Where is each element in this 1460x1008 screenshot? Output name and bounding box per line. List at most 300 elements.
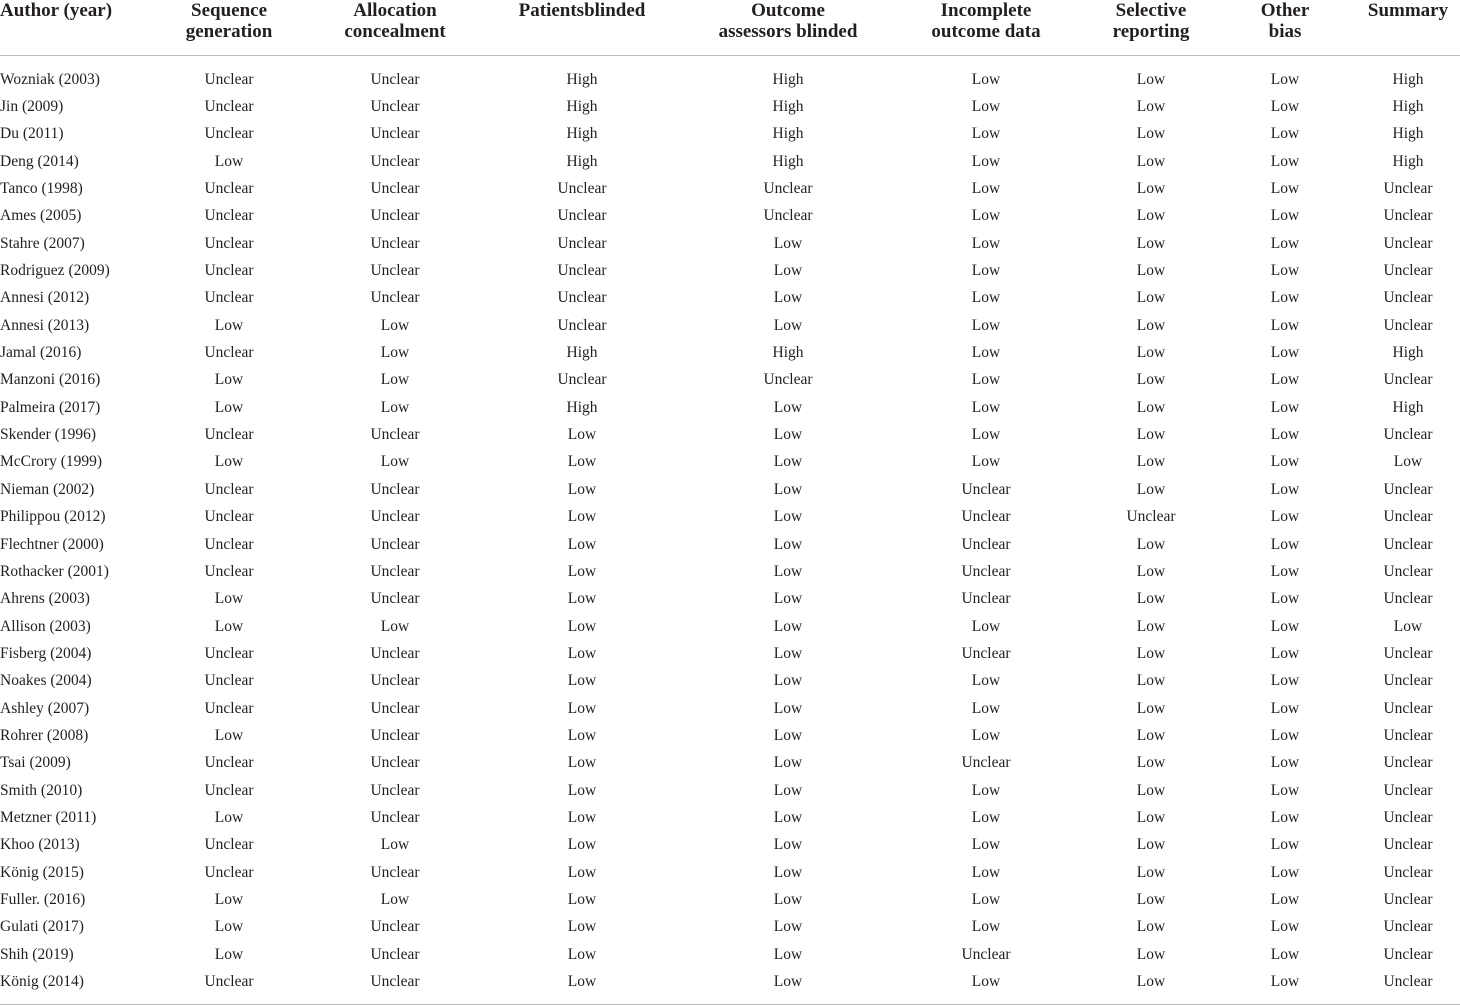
column-header-line1: Author (year) (0, 0, 113, 21)
cell-other-bias: Low (1270, 890, 1300, 908)
table-row (0, 640, 1460, 667)
cell-patients-blinded: Low (567, 836, 597, 854)
table-row (0, 914, 1460, 941)
table-row (0, 93, 1460, 120)
cell-author-year: Wozniak (2003) (0, 70, 100, 88)
cell-author-year: Nieman (2002) (0, 480, 95, 498)
cell-author-year: Smith (2010) (0, 781, 83, 799)
cell-sequence-generation: Low (214, 371, 244, 389)
cell-selective-reporting: Low (1136, 207, 1166, 225)
cell-outcome-assessors-blinded: Low (773, 644, 803, 662)
cell-author-year: Noakes (2004) (0, 672, 92, 690)
cell-selective-reporting: Low (1136, 316, 1166, 334)
cell-patients-blinded: Low (567, 945, 597, 963)
cell-allocation-concealment: Unclear (370, 781, 420, 799)
bottom-rule (0, 1004, 1460, 1005)
cell-incomplete-outcome-data: Low (971, 207, 1001, 225)
cell-author-year: Annesi (2013) (0, 316, 90, 334)
cell-summary: Unclear (1383, 808, 1433, 826)
cell-incomplete-outcome-data: Low (971, 453, 1001, 471)
cell-other-bias: Low (1270, 535, 1300, 553)
cell-patients-blinded: Unclear (557, 371, 607, 389)
cell-summary: Unclear (1383, 535, 1433, 553)
cell-outcome-assessors-blinded: High (772, 98, 804, 116)
cell-other-bias: Low (1270, 945, 1300, 963)
cell-incomplete-outcome-data: Unclear (961, 754, 1011, 772)
cell-incomplete-outcome-data: Low (971, 70, 1001, 88)
cell-incomplete-outcome-data: Low (971, 234, 1001, 252)
table-row (0, 421, 1460, 448)
cell-selective-reporting: Low (1136, 863, 1166, 881)
cell-incomplete-outcome-data: Unclear (961, 535, 1011, 553)
column-header-line1: Sequence (191, 0, 267, 21)
cell-selective-reporting: Low (1136, 125, 1166, 143)
cell-selective-reporting: Low (1136, 426, 1166, 444)
cell-author-year: Tanco (1998) (0, 180, 83, 198)
cell-author-year: Flechtner (2000) (0, 535, 104, 553)
cell-patients-blinded: Unclear (557, 262, 607, 280)
table-row (0, 257, 1460, 284)
cell-selective-reporting: Low (1136, 808, 1166, 826)
cell-outcome-assessors-blinded: Low (773, 562, 803, 580)
cell-sequence-generation: Low (214, 890, 244, 908)
column-header-line2: reporting (1112, 21, 1190, 42)
cell-other-bias: Low (1270, 70, 1300, 88)
cell-sequence-generation: Unclear (204, 973, 254, 991)
cell-allocation-concealment: Unclear (370, 754, 420, 772)
cell-summary: Unclear (1383, 289, 1433, 307)
cell-author-year: Rodriguez (2009) (0, 262, 110, 280)
cell-outcome-assessors-blinded: Low (773, 863, 803, 881)
table-row (0, 504, 1460, 531)
cell-selective-reporting: Unclear (1126, 508, 1176, 526)
table-row (0, 859, 1460, 886)
column-header-incomplete-outcome-data (884, 0, 1088, 56)
cell-sequence-generation: Unclear (204, 289, 254, 307)
cell-incomplete-outcome-data: Low (971, 426, 1001, 444)
cell-outcome-assessors-blinded: Low (773, 453, 803, 471)
cell-allocation-concealment: Low (380, 890, 410, 908)
cell-outcome-assessors-blinded: Low (773, 590, 803, 608)
cell-other-bias: Low (1270, 508, 1300, 526)
cell-other-bias: Low (1270, 781, 1300, 799)
table-body (0, 56, 1460, 996)
table-row (0, 230, 1460, 257)
cell-author-year: Shih (2019) (0, 945, 74, 963)
cell-allocation-concealment: Unclear (370, 70, 420, 88)
cell-sequence-generation: Unclear (204, 535, 254, 553)
cell-author-year: Allison (2003) (0, 617, 91, 635)
cell-selective-reporting: Low (1136, 590, 1166, 608)
cell-other-bias: Low (1270, 754, 1300, 772)
column-header-line1: Incomplete (940, 0, 1032, 21)
column-header-author-year (0, 0, 140, 56)
cell-selective-reporting: Low (1136, 453, 1166, 471)
cell-patients-blinded: Low (567, 480, 597, 498)
cell-other-bias: Low (1270, 863, 1300, 881)
cell-outcome-assessors-blinded: Low (773, 890, 803, 908)
table-row (0, 203, 1460, 230)
cell-patients-blinded: Low (567, 890, 597, 908)
cell-summary: Unclear (1383, 890, 1433, 908)
cell-author-year: Ahrens (2003) (0, 590, 90, 608)
cell-outcome-assessors-blinded: Low (773, 289, 803, 307)
table-row (0, 476, 1460, 503)
cell-allocation-concealment: Unclear (370, 562, 420, 580)
cell-outcome-assessors-blinded: Unclear (763, 180, 813, 198)
cell-selective-reporting: Low (1136, 918, 1166, 936)
cell-other-bias: Low (1270, 480, 1300, 498)
cell-summary: Unclear (1383, 672, 1433, 690)
cell-other-bias: Low (1270, 98, 1300, 116)
cell-author-year: Gulati (2017) (0, 918, 84, 936)
cell-author-year: Jin (2009) (0, 98, 64, 116)
cell-author-year: Rothacker (2001) (0, 562, 109, 580)
cell-incomplete-outcome-data: Low (971, 781, 1001, 799)
cell-outcome-assessors-blinded: Low (773, 535, 803, 553)
cell-allocation-concealment: Unclear (370, 726, 420, 744)
table-row (0, 56, 1460, 94)
cell-author-year: Rohrer (2008) (0, 726, 89, 744)
cell-author-year: Khoo (2013) (0, 836, 80, 854)
cell-incomplete-outcome-data: Low (971, 316, 1001, 334)
table-row (0, 832, 1460, 859)
cell-outcome-assessors-blinded: Unclear (763, 207, 813, 225)
column-header-line1: Other (1260, 0, 1310, 21)
cell-author-year: Ames (2005) (0, 207, 82, 225)
cell-outcome-assessors-blinded: High (772, 152, 804, 170)
cell-summary: Unclear (1383, 973, 1433, 991)
cell-summary: Unclear (1383, 590, 1433, 608)
cell-incomplete-outcome-data: Low (971, 152, 1001, 170)
cell-other-bias: Low (1270, 617, 1300, 635)
cell-patients-blinded: Unclear (557, 289, 607, 307)
column-header-line1: Summary (1367, 0, 1449, 21)
table-row (0, 449, 1460, 476)
table-row (0, 339, 1460, 366)
cell-summary: Unclear (1383, 180, 1433, 198)
cell-outcome-assessors-blinded: High (772, 344, 804, 362)
cell-selective-reporting: Low (1136, 289, 1166, 307)
cell-other-bias: Low (1270, 699, 1300, 717)
cell-allocation-concealment: Unclear (370, 808, 420, 826)
cell-summary: High (1392, 70, 1424, 88)
cell-selective-reporting: Low (1136, 234, 1166, 252)
cell-author-year: Fisberg (2004) (0, 644, 92, 662)
cell-author-year: Metzner (2011) (0, 808, 97, 826)
table-row (0, 285, 1460, 312)
cell-selective-reporting: Low (1136, 945, 1166, 963)
cell-other-bias: Low (1270, 234, 1300, 252)
cell-allocation-concealment: Unclear (370, 207, 420, 225)
cell-sequence-generation: Low (214, 316, 244, 334)
cell-sequence-generation: Low (214, 808, 244, 826)
cell-patients-blinded: Low (567, 508, 597, 526)
cell-incomplete-outcome-data: Low (971, 973, 1001, 991)
cell-incomplete-outcome-data: Low (971, 125, 1001, 143)
cell-summary: High (1392, 344, 1424, 362)
cell-summary: Low (1393, 453, 1423, 471)
cell-author-year: Jamal (2016) (0, 344, 82, 362)
cell-author-year: Annesi (2012) (0, 289, 90, 307)
cell-author-year: Tsai (2009) (0, 754, 71, 772)
cell-sequence-generation: Unclear (204, 125, 254, 143)
cell-summary: Unclear (1383, 508, 1433, 526)
cell-other-bias: Low (1270, 453, 1300, 471)
column-header-sequence-generation (140, 0, 318, 56)
column-header-line2: assessors blinded (718, 21, 858, 42)
cell-selective-reporting: Low (1136, 973, 1166, 991)
cell-other-bias: Low (1270, 316, 1300, 334)
cell-summary: Unclear (1383, 726, 1433, 744)
column-header-line1: Selective (1115, 0, 1187, 21)
cell-summary: Unclear (1383, 262, 1433, 280)
cell-sequence-generation: Low (214, 590, 244, 608)
cell-other-bias: Low (1270, 836, 1300, 854)
cell-selective-reporting: Low (1136, 535, 1166, 553)
cell-allocation-concealment: Unclear (370, 863, 420, 881)
cell-incomplete-outcome-data: Low (971, 918, 1001, 936)
cell-other-bias: Low (1270, 726, 1300, 744)
column-header-summary (1356, 0, 1460, 56)
cell-patients-blinded: Low (567, 672, 597, 690)
cell-outcome-assessors-blinded: Low (773, 754, 803, 772)
cell-summary: Unclear (1383, 699, 1433, 717)
cell-incomplete-outcome-data: Unclear (961, 508, 1011, 526)
cell-patients-blinded: Low (567, 617, 597, 635)
cell-sequence-generation: Unclear (204, 754, 254, 772)
column-header-patients-blinded (472, 0, 692, 56)
cell-incomplete-outcome-data: Unclear (961, 480, 1011, 498)
cell-sequence-generation: Unclear (204, 562, 254, 580)
cell-patients-blinded: Low (567, 426, 597, 444)
cell-summary: Unclear (1383, 754, 1433, 772)
table-row (0, 695, 1460, 722)
cell-summary: High (1392, 125, 1424, 143)
cell-patients-blinded: High (566, 125, 598, 143)
table-row (0, 558, 1460, 585)
cell-outcome-assessors-blinded: Low (773, 808, 803, 826)
column-header-line2: generation (185, 21, 273, 42)
cell-allocation-concealment: Low (380, 316, 410, 334)
cell-selective-reporting: Low (1136, 562, 1166, 580)
cell-allocation-concealment: Unclear (370, 234, 420, 252)
cell-allocation-concealment: Unclear (370, 262, 420, 280)
cell-selective-reporting: Low (1136, 371, 1166, 389)
cell-summary: Unclear (1383, 781, 1433, 799)
cell-summary: Unclear (1383, 480, 1433, 498)
cell-selective-reporting: Low (1136, 480, 1166, 498)
cell-author-year: Deng (2014) (0, 152, 79, 170)
cell-outcome-assessors-blinded: Low (773, 316, 803, 334)
cell-summary: Unclear (1383, 207, 1433, 225)
column-header-outcome-assessors-blinded (692, 0, 884, 56)
cell-author-year: König (2014) (0, 973, 84, 991)
table-row (0, 613, 1460, 640)
cell-author-year: Philippou (2012) (0, 508, 106, 526)
cell-incomplete-outcome-data: Low (971, 699, 1001, 717)
cell-selective-reporting: Low (1136, 699, 1166, 717)
cell-patients-blinded: Low (567, 863, 597, 881)
cell-outcome-assessors-blinded: Low (773, 945, 803, 963)
table-row (0, 777, 1460, 804)
cell-allocation-concealment: Low (380, 453, 410, 471)
cell-sequence-generation: Unclear (204, 426, 254, 444)
header-row (0, 0, 1460, 56)
column-header-line2: bias (1268, 21, 1302, 42)
cell-allocation-concealment: Unclear (370, 918, 420, 936)
cell-selective-reporting: Low (1136, 70, 1166, 88)
cell-patients-blinded: Unclear (557, 207, 607, 225)
cell-outcome-assessors-blinded: Low (773, 262, 803, 280)
column-header-line1: Patientsblinded (518, 0, 646, 21)
cell-patients-blinded: Low (567, 918, 597, 936)
cell-incomplete-outcome-data: Low (971, 98, 1001, 116)
column-header-selective-reporting (1088, 0, 1214, 56)
cell-sequence-generation: Low (214, 617, 244, 635)
cell-allocation-concealment: Unclear (370, 180, 420, 198)
cell-patients-blinded: Unclear (557, 180, 607, 198)
cell-summary: Unclear (1383, 426, 1433, 444)
table-row (0, 750, 1460, 777)
cell-incomplete-outcome-data: Low (971, 863, 1001, 881)
cell-incomplete-outcome-data: Low (971, 726, 1001, 744)
cell-summary: Unclear (1383, 836, 1433, 854)
cell-patients-blinded: High (566, 70, 598, 88)
cell-patients-blinded: Low (567, 699, 597, 717)
cell-summary: Low (1393, 617, 1423, 635)
cell-allocation-concealment: Unclear (370, 644, 420, 662)
cell-outcome-assessors-blinded: Unclear (763, 371, 813, 389)
cell-incomplete-outcome-data: Low (971, 617, 1001, 635)
cell-incomplete-outcome-data: Low (971, 262, 1001, 280)
column-header-line2: outcome data (931, 21, 1041, 42)
cell-author-year: Ashley (2007) (0, 699, 90, 717)
cell-sequence-generation: Unclear (204, 207, 254, 225)
cell-patients-blinded: Low (567, 973, 597, 991)
cell-selective-reporting: Low (1136, 836, 1166, 854)
cell-incomplete-outcome-data: Unclear (961, 562, 1011, 580)
cell-incomplete-outcome-data: Unclear (961, 644, 1011, 662)
cell-summary: Unclear (1383, 945, 1433, 963)
cell-patients-blinded: Low (567, 453, 597, 471)
cell-sequence-generation: Low (214, 152, 244, 170)
cell-summary: High (1392, 398, 1424, 416)
table-row (0, 886, 1460, 913)
cell-sequence-generation: Unclear (204, 508, 254, 526)
cell-sequence-generation: Unclear (204, 344, 254, 362)
cell-other-bias: Low (1270, 398, 1300, 416)
cell-sequence-generation: Unclear (204, 180, 254, 198)
cell-other-bias: Low (1270, 344, 1300, 362)
cell-sequence-generation: Unclear (204, 234, 254, 252)
cell-allocation-concealment: Unclear (370, 480, 420, 498)
cell-sequence-generation: Unclear (204, 836, 254, 854)
table-row (0, 968, 1460, 995)
cell-outcome-assessors-blinded: High (772, 125, 804, 143)
cell-other-bias: Low (1270, 125, 1300, 143)
cell-selective-reporting: Low (1136, 98, 1166, 116)
cell-summary: Unclear (1383, 371, 1433, 389)
cell-other-bias: Low (1270, 672, 1300, 690)
cell-summary: Unclear (1383, 918, 1433, 936)
cell-patients-blinded: Low (567, 590, 597, 608)
cell-author-year: McCrory (1999) (0, 453, 103, 471)
cell-selective-reporting: Low (1136, 262, 1166, 280)
cell-outcome-assessors-blinded: Low (773, 836, 803, 854)
cell-author-year: Manzoni (2016) (0, 371, 101, 389)
cell-selective-reporting: Low (1136, 672, 1166, 690)
table-row (0, 121, 1460, 148)
cell-other-bias: Low (1270, 371, 1300, 389)
cell-other-bias: Low (1270, 152, 1300, 170)
cell-patients-blinded: Low (567, 644, 597, 662)
cell-outcome-assessors-blinded: Low (773, 973, 803, 991)
cell-incomplete-outcome-data: Low (971, 836, 1001, 854)
cell-allocation-concealment: Low (380, 344, 410, 362)
cell-sequence-generation: Unclear (204, 70, 254, 88)
cell-allocation-concealment: Unclear (370, 699, 420, 717)
cell-outcome-assessors-blinded: High (772, 70, 804, 88)
cell-sequence-generation: Unclear (204, 480, 254, 498)
cell-summary: High (1392, 152, 1424, 170)
cell-allocation-concealment: Unclear (370, 945, 420, 963)
table-row (0, 312, 1460, 339)
cell-summary: Unclear (1383, 234, 1433, 252)
table-row (0, 668, 1460, 695)
cell-patients-blinded: Low (567, 726, 597, 744)
table-row (0, 586, 1460, 613)
cell-incomplete-outcome-data: Low (971, 289, 1001, 307)
cell-summary: Unclear (1383, 863, 1433, 881)
cell-patients-blinded: Low (567, 781, 597, 799)
cell-allocation-concealment: Low (380, 398, 410, 416)
cell-patients-blinded: High (566, 344, 598, 362)
cell-outcome-assessors-blinded: Low (773, 918, 803, 936)
cell-patients-blinded: Unclear (557, 234, 607, 252)
cell-sequence-generation: Low (214, 945, 244, 963)
cell-allocation-concealment: Unclear (370, 426, 420, 444)
cell-selective-reporting: Low (1136, 617, 1166, 635)
cell-patients-blinded: High (566, 98, 598, 116)
cell-allocation-concealment: Low (380, 836, 410, 854)
cell-incomplete-outcome-data: Low (971, 344, 1001, 362)
cell-outcome-assessors-blinded: Low (773, 617, 803, 635)
cell-allocation-concealment: Unclear (370, 535, 420, 553)
column-header-line2: concealment (344, 21, 446, 42)
cell-incomplete-outcome-data: Low (971, 180, 1001, 198)
cell-summary: Unclear (1383, 644, 1433, 662)
table-row (0, 175, 1460, 202)
cell-patients-blinded: Low (567, 535, 597, 553)
cell-allocation-concealment: Unclear (370, 152, 420, 170)
cell-other-bias: Low (1270, 644, 1300, 662)
cell-sequence-generation: Low (214, 918, 244, 936)
cell-outcome-assessors-blinded: Low (773, 508, 803, 526)
table-row (0, 367, 1460, 394)
cell-sequence-generation: Low (214, 726, 244, 744)
cell-author-year: Stahre (2007) (0, 234, 85, 252)
table-row (0, 722, 1460, 749)
table-row (0, 531, 1460, 558)
cell-outcome-assessors-blinded: Low (773, 234, 803, 252)
cell-sequence-generation: Unclear (204, 672, 254, 690)
cell-incomplete-outcome-data: Low (971, 672, 1001, 690)
table-row (0, 148, 1460, 175)
column-header-allocation-concealment (318, 0, 472, 56)
cell-incomplete-outcome-data: Low (971, 371, 1001, 389)
cell-patients-blinded: High (566, 398, 598, 416)
